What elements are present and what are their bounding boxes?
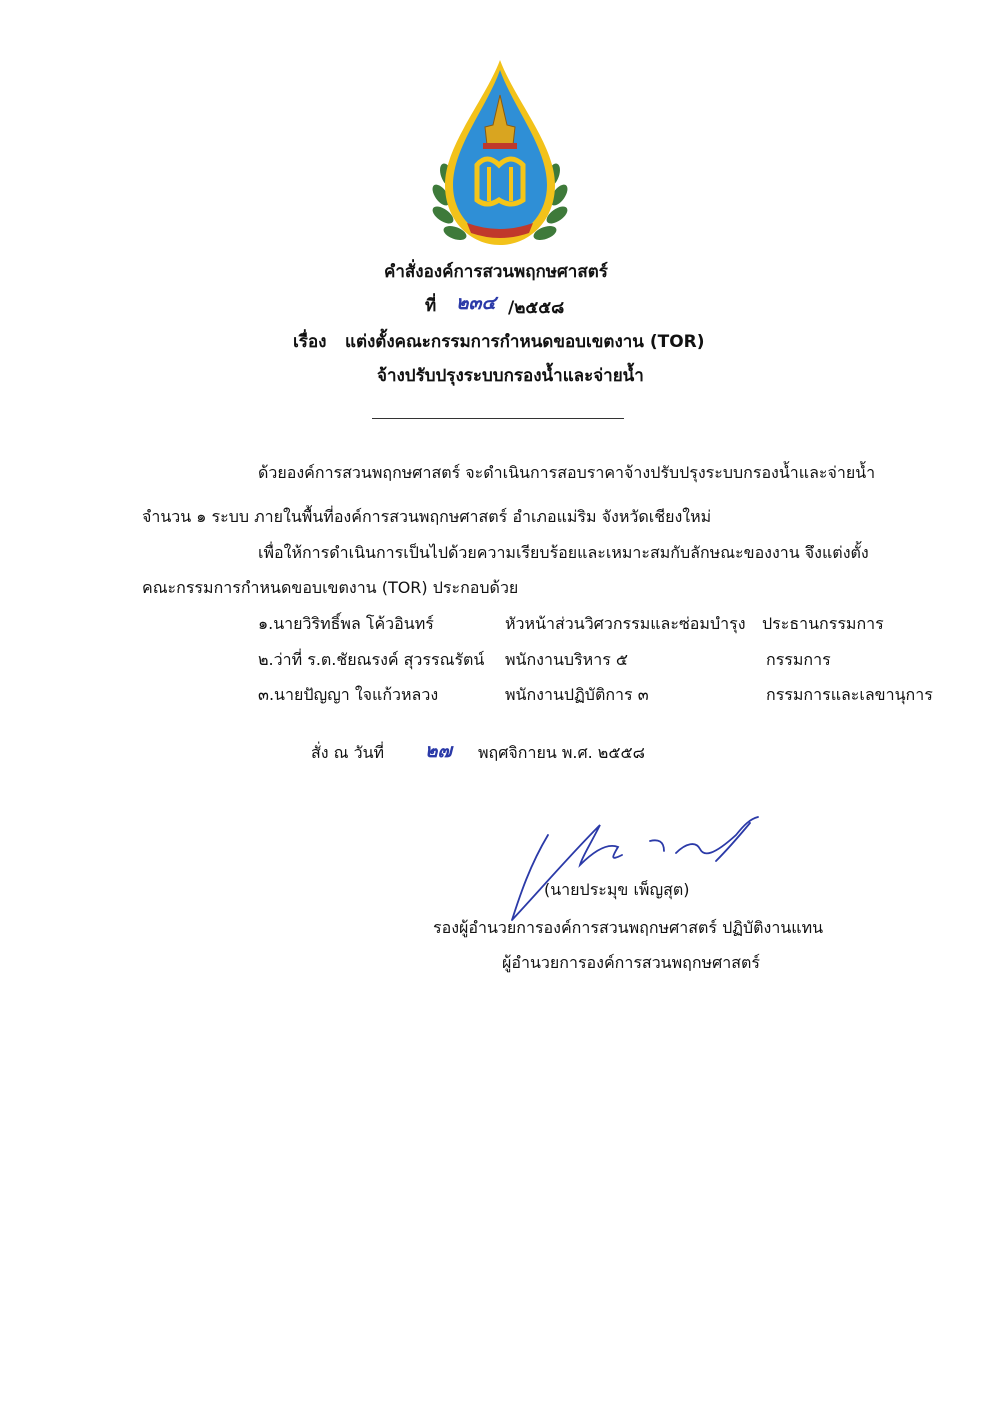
committee-member-position: พนักงานบริหาร ๕ <box>505 650 628 669</box>
date-prefix: สั่ง ณ วันที่ <box>311 743 385 762</box>
organization-logo-icon <box>425 55 575 255</box>
order-number-handwritten: ๒๓๔ <box>456 292 496 314</box>
signatory-name: (นายประมุข เพ็ญสุต) <box>544 880 690 899</box>
header-divider <box>372 418 624 419</box>
order-title: คำสั่งองค์การสวนพฤกษศาสตร์ <box>384 262 608 282</box>
committee-member-role: กรรมการและเลขานุการ <box>766 685 933 704</box>
committee-member-position: หัวหน้าส่วนวิศวกรรมและซ่อมบำรุง <box>505 614 746 633</box>
signature-scribble-icon <box>500 795 780 925</box>
signatory-title-line-1: รองผู้อำนวยการองค์การสวนพฤกษศาสตร์ ปฏิบัติงานแทน <box>433 918 824 937</box>
committee-member-name: ๑.นายวิริทธิ์พล โค้วอินทร์ <box>258 614 434 633</box>
subject-line-1: แต่งตั้งคณะกรรมการกำหนดขอบเขตงาน (TOR) <box>345 332 705 352</box>
committee-member-position: พนักงานปฏิบัติการ ๓ <box>505 685 649 704</box>
order-number-label: ที่ <box>425 296 437 316</box>
committee-member-name: ๓.นายปัญญา ใจแก้วหลวง <box>258 685 439 704</box>
signatory-title-line-2: ผู้อำนวยการองค์การสวนพฤกษศาสตร์ <box>502 953 760 972</box>
date-day-handwritten: ๒๗ <box>425 740 452 762</box>
paragraph-1-line-1: ด้วยองค์การสวนพฤกษศาสตร์ จะดำเนินการสอบราคาจ้างปรับปรุงระบบกรองน้ำและจ่ายน้ำ <box>258 463 876 482</box>
order-number-year: /๒๕๕๘ <box>508 298 565 318</box>
committee-member-role: กรรมการ <box>766 650 831 669</box>
subject-label: เรื่อง <box>293 332 327 352</box>
subject-line-2: จ้างปรับปรุงระบบกรองน้ำและจ่ายน้ำ <box>377 366 644 386</box>
committee-member-name: ๒.ว่าที่ ร.ต.ชัยณรงค์ สุวรรณรัตน์ <box>258 650 485 669</box>
paragraph-2-line-2: คณะกรรมการกำหนดขอบเขตงาน (TOR) ประกอบด้วย <box>142 578 519 597</box>
date-suffix: พฤศจิกายน พ.ศ. ๒๕๕๘ <box>478 743 645 762</box>
committee-member-role: ประธานกรรมการ <box>762 614 884 633</box>
paragraph-2-line-1: เพื่อให้การดำเนินการเป็นไปด้วยความเรียบร้อยและเหมาะสมกับลักษณะของงาน จึงแต่งตั้ง <box>258 543 869 562</box>
paragraph-1-line-2: จำนวน ๑ ระบบ ภายในพื้นที่องค์การสวนพฤกษศาสตร์ อำเภอแม่ริม จังหวัดเชียงใหม่ <box>142 507 712 526</box>
